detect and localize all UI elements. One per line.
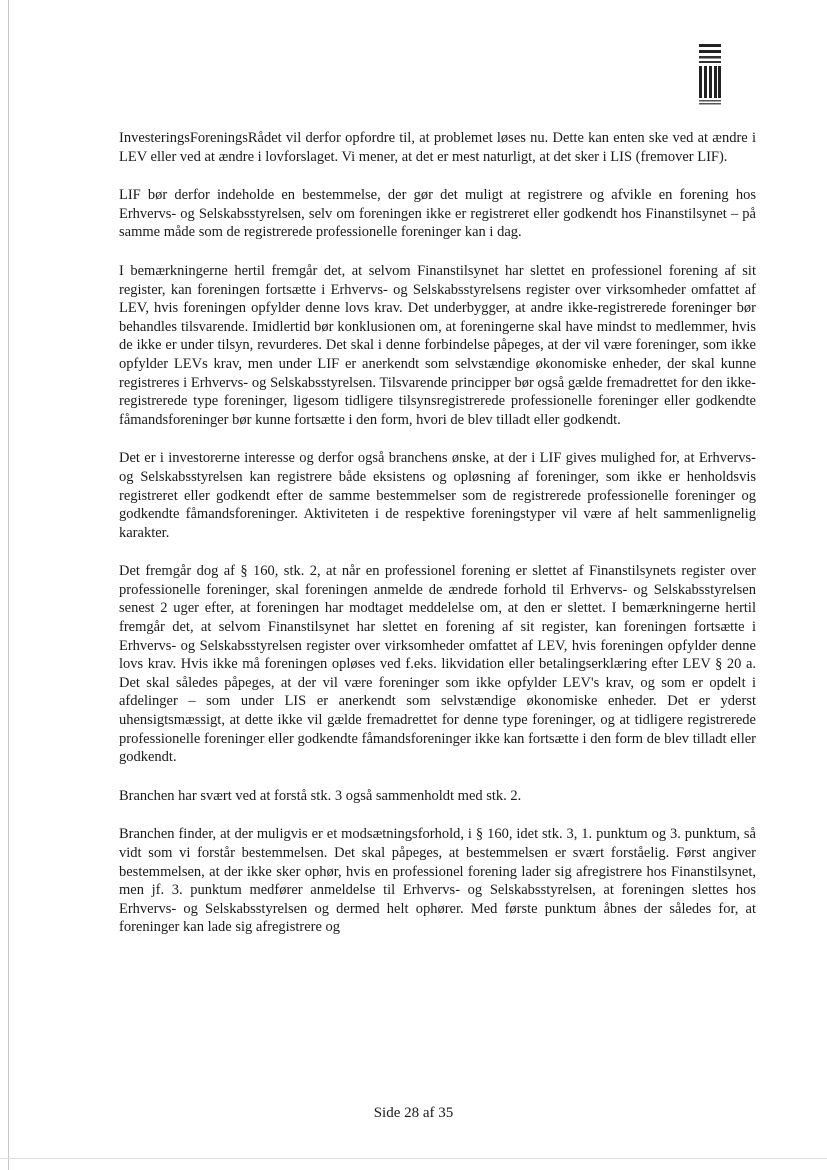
paragraph-5: Det fremgår dog af § 160, stk. 2, at når en professionel forening er slettet af Finanstilsynets register over professionelle foreninger, skal foreningen anmelde de ændrede forhold til Erhvervs- og Selskabsstyrelsen senest 2 uger efter, at foreningen har modtaget meddelelse om, at den er slettet. I bemærkningerne hertil fremgår det, at selvom Finanstilsynet har slettet en forening af sit register, kan foreningen fortsætte i Erhvervs- og Selskabsstyrelsen register over virksomheder omfattet af LEV, hvis foreningen opfylder denne lovs krav. Hvis ikke må foreningen opløses ved f.eks. likvidation eller betalingserklæring efter LEV § 20 a. Det skal således påpeges, at der vil være foreninger som ikke opfylder LEV's krav, og som er opdelt i afdelinger – som under LIS er anerkendt som selvstændige økonomiske enheder. Det er yderst uhensigtsmæssigt, at dette ikke vil gælde fremadrettet for denne type foreninger, og at tidligere registrerede professionelle foreninger eller godkendte fåmandsforeninger ikke kan fortsætte i den form de blev tilladt eller godkendt. (119, 563, 756, 766)
page-number-footer: Side 28 af 35 (373, 1105, 454, 1121)
scan-edge-left (8, 0, 9, 1170)
paragraph-6: Branchen har svært ved at forstå stk. 3 også sammenholdt med stk. 2. (119, 787, 522, 804)
paragraph-2: LIF bør derfor indeholde en bestemmelse, der gør det muligt at registrere og afvikle en forening hos Erhvervs- og Selskabsstyrelsen, selv om foreningen ikke er registreret eller godkendt hos Finanstilsynet – på samme måde som de registrerede professionelle foreninger kan i dag. (119, 187, 756, 241)
paragraph-3: I bemærkningerne hertil fremgår det, at selvom Finanstilsynet har slettet en professionel forening af sit register, kan foreningen fortsætte i Erhvervs- og Selskabsstyrelsens register over virksomheder omfattet af LEV, hvis foreningen opfylder denne lovs krav. Det underbygger, at andre ikke-registrerede foreninger bør behandles tilsvarende. Imidlertid bør konklusionen om, at foreningerne skal have mindst to medlemmer, hvis de ikke er under tilsyn, revurderes. Det skal i denne forbindelse påpeges, at der vil være foreninger, som ikke opfylder LEVs krav, men under LIF er anerkendt som selvstændige økonomiske enheder, der skal kunne registreres i Erhvervs- og Selskabsstyrelsen. Tilsvarende principper bør også gælde fremadrettet for den ikke-registrerede type foreninger, ligesom tidligere tilsynsregistrerede professionelle foreninger eller godkendte fåmandsforeninger bør kunne fortsætte i den form, hvori de blev tilladt eller godkendt. (119, 262, 756, 428)
paragraph-1: InvesteringsForeningsRådet vil derfor opfordre til, at problemet løses nu. Dette kan enten ske ved at ændre i LEV eller ved at ændre i lovforslaget. Vi mener, at det er mest naturligt, at det sker i LIS (fremover LIF). (119, 130, 756, 165)
striped-emblem-icon (697, 44, 725, 106)
document-body (119, 129, 756, 957)
paragraph-4: Det er i investorerne interesse og derfor også branchens ønske, at der i LIF gives mulighed for, at Erhvervs- og Selskabsstyrelsen kan registrere både eksistens og opløsning af foreninger, som ikke er henholdsvis registreret eller godkendt efter de samme bestemmelser som de registrerede professionelle foreninger og godkendte fåmandsforeninger. Aktiviteten i de respektive foreningstyper vil være af helt sammenlignelig karakter. (119, 450, 756, 541)
scan-edge-bottom (0, 1158, 827, 1159)
paragraph-7: Branchen finder, at der muligvis er et modsætningsforhold, i § 160, idet stk. 3, 1. punktum og 3. punktum, så vidt som vi forstår bestemmelsen. Det skal påpeges, at bestemmelsen er svært forståelig. Først angiver bestemmelsen, at der ikke sker ophør, hvis en professionel forening lader sig afregistrere hos Finanstilsynet, men jf. 3. punktum medfører anmeldelse til Erhvervs- og Selskabsstyrelsen, at foreningen slettes hos Erhvervs- og Selskabsstyrelsen og dermed helt ophører. Med første punktum åbnes der således for, at foreninger kan lade sig afregistrere og (119, 826, 756, 936)
